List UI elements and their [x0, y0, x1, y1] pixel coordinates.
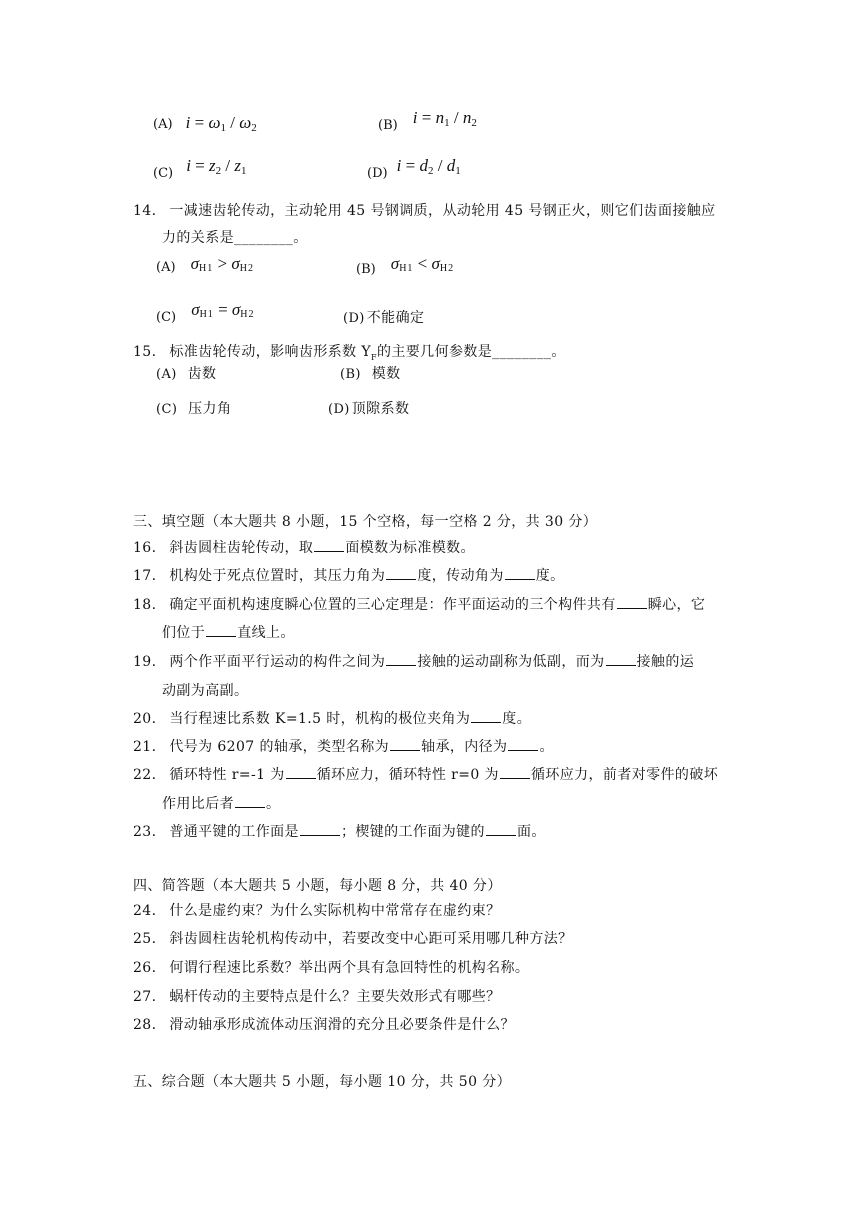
- question-number: 17.: [133, 568, 157, 584]
- question-text: 标准齿轮传动，影响齿形系数 $Y_F$的主要几何参数是________。: [169, 344, 566, 362]
- q15-option-b: [340, 363, 401, 383]
- answer-blank[interactable]: [390, 738, 420, 751]
- q15-option-a: [156, 363, 216, 383]
- answer-blank[interactable]: [386, 653, 416, 666]
- answer-blank[interactable]: [386, 567, 416, 580]
- q18-line1: [133, 594, 705, 614]
- answer-blank[interactable]: [617, 596, 647, 609]
- option-label: (B): [340, 367, 361, 382]
- question-number: 27.: [133, 989, 157, 1005]
- question-number: 15.: [133, 344, 157, 360]
- q16: [133, 537, 475, 557]
- question-text: 什么是虚约束？为什么实际机构中常常存在虚约束？: [169, 903, 501, 919]
- formula-c: $\sigma_{H1} = \sigma_{H2}$: [191, 300, 255, 320]
- question-text: 确定平面机构速度瞬心位置的三心定理是：作平面运动的三个构件共有 瞬心，它: [169, 597, 706, 613]
- answer-blank[interactable]: [500, 766, 530, 779]
- q21: [133, 736, 554, 756]
- question-text: 们位于 直线上。: [162, 625, 295, 641]
- answer-blank[interactable]: [486, 823, 516, 836]
- question-text: 当行程速比系数 K=1.5 时，机构的极位夹角为 度。: [169, 711, 532, 727]
- question-number: 23.: [133, 824, 157, 840]
- q27: [133, 986, 501, 1006]
- question-text: 普通平键的工作面是 ；楔键的工作面为键的 面。: [169, 824, 546, 840]
- answer-blank[interactable]: [300, 823, 340, 836]
- question-text: 何谓行程速比系数？举出两个具有急回特性的机构名称。: [169, 960, 530, 976]
- question-number: 14.: [133, 203, 157, 219]
- option-label: (C): [156, 402, 178, 417]
- section-title-text: 三、填空题（本大题共 8 小题，15 个空格，每一空格 2 分，共 30 分）: [133, 514, 598, 530]
- question-number: 18.: [133, 597, 157, 613]
- question-text: 两个作平面平行运动的构件之间为 接触的运动副称为低副，而为 接触的运: [169, 654, 695, 670]
- q14-option-d: [343, 307, 424, 327]
- question-number: 21.: [133, 739, 157, 755]
- q14-option-c: [156, 300, 255, 325]
- option-label: (A): [153, 117, 173, 132]
- option-label: (C): [153, 166, 174, 181]
- question-number: 24.: [133, 903, 157, 919]
- question-text: 斜齿圆柱齿轮传动，取 面模数为标准模数。: [169, 540, 475, 556]
- q20: [133, 708, 531, 728]
- question-text: 滑动轴承形成流体动压润滑的充分且必要条件是什么？: [169, 1017, 515, 1033]
- q26: [133, 957, 529, 977]
- q13-option-b: [378, 108, 477, 133]
- question-number: 20.: [133, 711, 157, 727]
- question-number: 28.: [133, 1017, 157, 1033]
- option-label: (D): [367, 166, 388, 181]
- answer-blank[interactable]: [314, 539, 344, 552]
- question-text: 力的关系是________。: [162, 230, 308, 246]
- section3-title: [133, 511, 597, 531]
- option-text: 不能确定: [366, 310, 425, 326]
- section4-title: [133, 875, 502, 895]
- answer-blank[interactable]: [505, 567, 535, 580]
- question-text: 机构处于死点位置时，其压力角为 度，传动角为 度。: [169, 568, 565, 584]
- question-text: 斜齿圆柱齿轮机构传动中，若要改变中心距可采用哪几种方法？: [169, 931, 573, 947]
- q15-option-d: [328, 398, 409, 418]
- option-text: 压力角: [188, 401, 232, 417]
- q24: [133, 900, 501, 920]
- option-label: (B): [356, 262, 376, 277]
- option-text: 齿数: [187, 366, 217, 382]
- formula-c: $i = z_2 / z_1$: [186, 156, 247, 177]
- section-title-text: 五、综合题（本大题共 5 小题，每小题 10 分，共 50 分）: [133, 1074, 512, 1090]
- q14-option-b: [356, 254, 455, 277]
- option-label: (A): [156, 367, 177, 382]
- answer-blank[interactable]: [235, 795, 265, 808]
- q15-option-c: [156, 398, 231, 418]
- question-text: 循环特性 r=-1 为 循环应力，循环特性 r=0 为 循环应力，前者对零件的破坏: [169, 767, 719, 783]
- question-number: 19.: [133, 654, 157, 670]
- question-text: 一减速齿轮传动，主动轮用 45 号钢调质，从动轮用 45 号钢正火，则它们齿面接触应: [169, 203, 716, 219]
- option-text: 顶隙系数: [351, 401, 410, 417]
- question-number: 22.: [133, 767, 157, 783]
- formula-b: $i = n_1 / n_2$: [412, 108, 477, 129]
- question-text: 代号为 6207 的轴承，类型名称为 轴承，内径为 。: [169, 739, 554, 755]
- question-text: 蜗杆传动的主要特点是什么？主要失效形式有哪些？: [169, 989, 501, 1005]
- q17: [133, 565, 565, 585]
- question-text: 动副为高副。: [162, 683, 249, 699]
- answer-blank[interactable]: [508, 738, 538, 751]
- formula-b: $\sigma_{H1} < \sigma_{H2}$: [390, 254, 455, 274]
- formula-a: $i = \omega_1 / \omega_2$: [185, 113, 257, 134]
- q28: [133, 1014, 515, 1034]
- q14-line2: [162, 227, 308, 247]
- question-number: 26.: [133, 960, 157, 976]
- answer-blank[interactable]: [286, 766, 316, 779]
- q14-line1: [133, 200, 716, 220]
- question-number: 25.: [133, 931, 157, 947]
- section5-title: [133, 1071, 511, 1091]
- section-title-text: 四、简答题（本大题共 5 小题，每小题 8 分，共 40 分）: [133, 878, 502, 894]
- q19-line1: [133, 651, 694, 671]
- question-number: 16.: [133, 540, 157, 556]
- option-text: 模数: [371, 366, 401, 382]
- q22-line2: [162, 793, 280, 813]
- q22-line1: [133, 764, 718, 784]
- q23: [133, 821, 546, 841]
- option-label: (D): [343, 311, 365, 326]
- option-label: (B): [378, 118, 398, 133]
- answer-blank[interactable]: [206, 624, 236, 637]
- q13-option-a: [153, 113, 257, 134]
- q18-line2: [162, 622, 295, 642]
- q13-option-d: [367, 156, 461, 181]
- formula-d: $i = d_2 / d_1$: [396, 156, 461, 177]
- formula-a: $\sigma_{H1} > \sigma_{H2}$: [190, 254, 254, 274]
- option-label: (D): [328, 402, 350, 417]
- answer-blank[interactable]: [606, 653, 636, 666]
- answer-blank[interactable]: [471, 710, 501, 723]
- option-label: (C): [156, 310, 177, 325]
- question-text: 作用比后者 。: [162, 796, 281, 812]
- q14-option-a: [156, 254, 254, 274]
- q19-line2: [162, 680, 248, 700]
- q15-line1: [133, 341, 566, 362]
- q25: [133, 928, 573, 948]
- option-label: (A): [156, 260, 176, 275]
- q13-option-c: [153, 156, 247, 181]
